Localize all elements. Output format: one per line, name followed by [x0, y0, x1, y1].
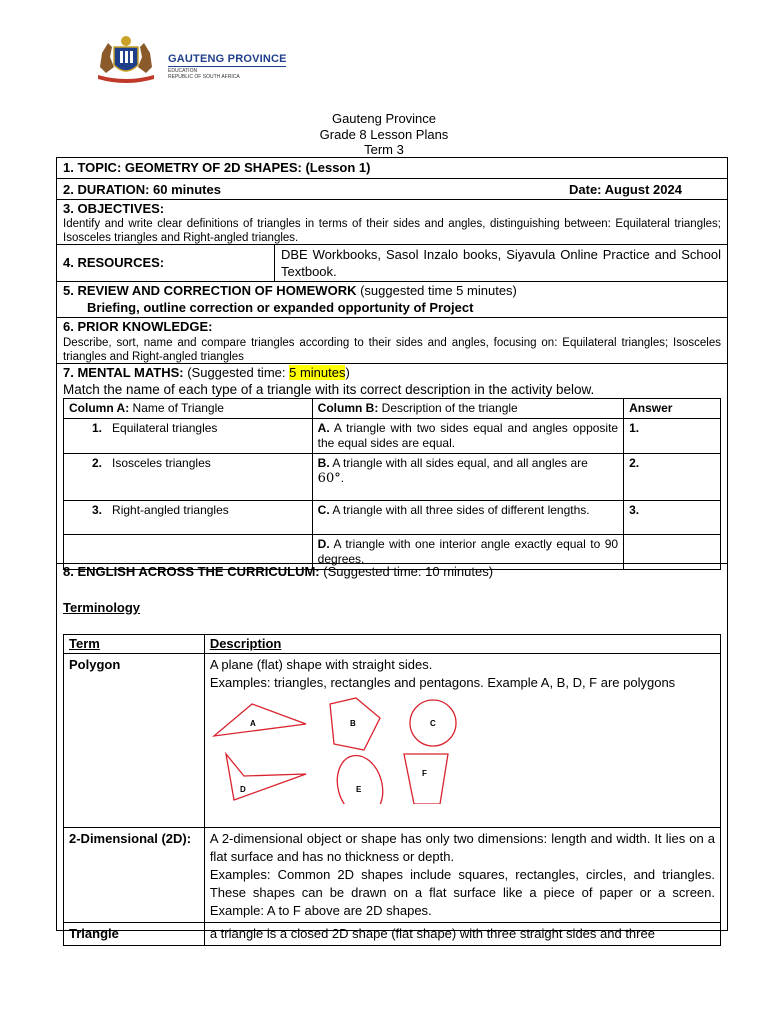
2d-examples: Examples: Common 2D shapes include squares, rectangles, circles, and triangles. These shapes can be drawn on a flat surface like a piece of paper or a screen. Example: A to F above are 2D shapes.: [209, 867, 715, 918]
review-row: [57, 282, 727, 318]
col-b-header: Column B: Description of the triangle: [312, 399, 623, 419]
term-2d: 2-Dimensional (2D):: [64, 828, 205, 923]
col-b-cell: D. A triangle with one interior angle exactly equal to 90 degrees.: [312, 535, 623, 570]
shape-d-triangle: [226, 754, 306, 800]
shape-a-triangle: [214, 704, 306, 736]
term-header-row: [64, 635, 721, 654]
matching-header-row: [64, 399, 721, 419]
col-a-cell: 2. Isosceles triangles: [64, 454, 313, 501]
resources-row: [57, 245, 727, 282]
desc-col-header: Description: [204, 635, 720, 654]
col-a-cell: 1. Equilateral triangles: [64, 419, 313, 454]
lesson-plan-table: [56, 157, 728, 941]
topic-text: 1. TOPIC: GEOMETRY OF 2D SHAPES: (Lesson 1): [63, 160, 371, 175]
shape-f-trapezoid: [404, 754, 448, 804]
english-heading: 8. ENGLISH ACROSS THE CURRICULUM: (Suggested time: 10 minutes): [63, 564, 494, 579]
prior-text: Describe, sort, name and compare triangles according to their sides and angles, focusing on: Equilateral triangles; Isosceles triangles and Right-angled triangles: [63, 337, 721, 363]
shape-label-e: E: [355, 785, 362, 794]
answer-cell[interactable]: 3.: [624, 501, 721, 535]
resources-divider: [274, 245, 275, 281]
terminology-table: [63, 634, 721, 946]
desc-2d: [204, 828, 720, 923]
review-line2: Briefing, outline correction or expanded opportunity of Project: [87, 300, 474, 315]
polygon-examples: Examples: triangles, rectangles and pentagons. Example A, B, D, F are polygons: [209, 675, 676, 690]
review-heading: 5. REVIEW AND CORRECTION OF HOMEWORK (suggested time 5 minutes): [63, 283, 517, 298]
header-grade: Grade 8 Lesson Plans: [319, 127, 449, 142]
shape-label-a: A: [249, 719, 256, 728]
objectives-text: Identify and write clear definitions of triangles in terms of their sides and angles, distinguishing between: Equilateral triangles; Isosceles triangles and Right-angled triangles.: [63, 218, 721, 244]
header-term: Term 3: [364, 142, 404, 157]
answer-cell[interactable]: 2.: [624, 454, 721, 501]
2d-definition: A 2-dimensional object or shape has only two dimensions: length and width. It lies on a flat surface and has no thickness or depth.: [209, 831, 715, 864]
terminology-heading: Terminology: [63, 600, 141, 615]
term-triangle: Triangle: [64, 923, 205, 946]
col-b-cell: A. A triangle with two sides equal and angles opposite the equal sides are equal.: [312, 419, 623, 454]
col-b-cell: C. A triangle with all three sides of different lengths.: [312, 501, 623, 535]
shape-label-d: D: [239, 785, 246, 794]
term-row-2d: [64, 828, 721, 923]
topic-row: [57, 158, 727, 179]
duration-row: [57, 179, 727, 200]
mental-heading: 7. MENTAL MATHS: (Suggested time: 5 minutes): [63, 365, 350, 380]
mental-instruction: Match the name of each type of a triangle with its correct description in the activity below.: [63, 382, 595, 397]
polygon-definition: A plane (flat) shape with straight sides.: [209, 657, 433, 672]
duration-label: 2. DURATION: 60 minutes: [63, 182, 221, 197]
time-highlight: 5 minutes: [289, 365, 346, 380]
desc-polygon: [204, 654, 720, 828]
dept-name: EDUCATION: [168, 68, 198, 74]
col-b-cell: B. A triangle with all sides equal, and all angles are 60°.: [312, 454, 623, 501]
header-province: Gauteng Province: [331, 111, 437, 126]
objectives-label: 3. OBJECTIVES:: [63, 201, 165, 216]
shape-label-f: F: [421, 769, 427, 778]
matching-row: [64, 501, 721, 535]
col-a-cell: 3. Right-angled triangles: [64, 501, 313, 535]
logo-divider: [168, 66, 286, 67]
matching-row: [64, 454, 721, 501]
shape-label-b: B: [349, 719, 356, 728]
answer-cell[interactable]: 1.: [624, 419, 721, 454]
prior-label: 6. PRIOR KNOWLEDGE:: [63, 319, 213, 334]
country-name: REPUBLIC OF SOUTH AFRICA: [168, 74, 240, 80]
shape-strokes: [214, 698, 456, 804]
term-polygon: Polygon: [64, 654, 205, 828]
objectives-row: [57, 200, 727, 245]
shape-labels: [240, 719, 436, 794]
prior-knowledge-row: [57, 318, 727, 364]
date-label: Date: August 2024: [569, 182, 682, 197]
desc-triangle: a triangle is a closed 2D shape (flat shape) with three straight sides and three: [204, 923, 720, 946]
polygon-shapes-figure: [210, 694, 470, 804]
term-col-header: Term: [64, 635, 205, 654]
org-name: GAUTENG PROVINCE: [168, 53, 287, 65]
gauteng-logo: [90, 33, 290, 83]
resources-text: DBE Workbooks, Sasol Inzalo books, Siyavula Online Practice and School Textbook.: [281, 247, 721, 279]
matching-row: [64, 419, 721, 454]
mental-maths-row: [57, 364, 727, 564]
col-a-header: Column A: Name of Triangle: [64, 399, 313, 419]
coat-of-arms-icon: [90, 33, 162, 83]
term-row-triangle: [64, 923, 721, 946]
col-c-header: Answer: [624, 399, 721, 419]
shape-label-c: C: [429, 719, 436, 728]
matching-table: [63, 398, 721, 570]
resources-label: 4. RESOURCES:: [63, 255, 165, 270]
term-row-polygon: [64, 654, 721, 828]
shape-e-ellipse: [331, 750, 390, 804]
